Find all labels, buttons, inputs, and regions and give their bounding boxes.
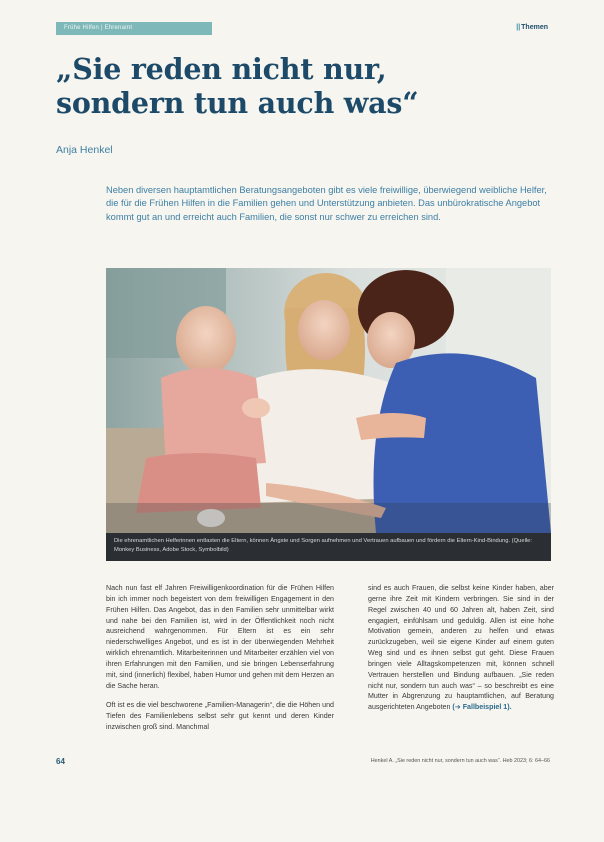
article-photo bbox=[106, 268, 551, 533]
body-paragraph: Oft ist es die viel beschworene „Familien-Managerin“, die die Höhen und Tiefen des Familienlebens selbst sehr gut kennt und deren Kinder inzwischen groß sind. Manchmal bbox=[106, 701, 334, 732]
breadcrumb: Frühe Hilfen | Ehrenamt bbox=[56, 22, 212, 35]
page-number: 64 bbox=[56, 757, 65, 766]
article-lead: Neben diversen hauptamtlichen Beratungsangeboten gibt es viele freiwillige, überwiegend weibliche Helfer, die für die Frühen Hilfen in die Familien gehen und Unterstützung anbieten. Das unbürokratische Angebot kommt gut an und erreicht auch Familien, die sonst nur schwer zu erreichen sind. bbox=[106, 185, 547, 222]
article-title bbox=[56, 52, 556, 120]
section-marker-icon: || bbox=[516, 24, 521, 31]
author-name: Anja Henkel bbox=[56, 144, 113, 156]
section-label bbox=[516, 24, 548, 31]
body-column-left bbox=[106, 583, 334, 733]
body-text: sind es auch Frauen, die selbst keine Kinder haben, aber gerne ihre Zeit mit Kindern verbringen. Sie sind in der Regel zwischen 40 und 60 Jahren alt, haben Zeit, sind engagiert, einfühlsam und geduldig. Allen ist eine hohe Motivation gemein, anderen zu helfen und etwas zurückzugeben, weil sie eigene Kinder auf einem guten Weg sind und es ihnen selbst gut geht. Diese Frauen bringen viele Alltagskompetenzen mit, können schnell Vertrauen herstellen und Bindung aufbauen. „Sie reden nicht nur, sondern tun auch was“ – so beschreibt es eine Mutter in Abgrenzung zu hauptamtlichen, auf Beratung ausgerichteten Angeboten bbox=[368, 584, 554, 712]
photo-illustration bbox=[106, 268, 551, 533]
section-label-text: Themen bbox=[521, 24, 548, 31]
body-paragraph: Nach nun fast elf Jahren Freiwilligenkoordination für die Frühen Hilfen bin ich immer noch begeistert von dem freiwilligen Engagement in den Frühen Hilfen. Das Angebot, das in den Familien sehr unmittelbar wirkt und nahe bei den Familien ist, wird in der Öffentlichkeit noch nicht ausreichend wahrgenommen. Für Eltern ist es ein sehr niederschwelliges Angebot, und es ist in der überwiegenden Mehrheit wirklich ehrenamtlich. Mitarbeiterinnen und Mitarbeiter erzählen viel von ihren Erfahrungen mit den Familien, und sie bringen Lebenserfahrung mit, sind (innerlich) flexibel, haben Humor und gehen mit dem Herzen an die Sache heran. bbox=[106, 584, 334, 690]
body-column-right bbox=[368, 583, 554, 713]
case-reference-link[interactable]: (➔ Fallbeispiel 1). bbox=[452, 703, 512, 712]
photo-caption: Die ehrenamtlichen Helferinnen entlasten die Eltern, können Ängste und Sorgen aufnehmen und Vertrauen aufbauen und fördern die Eltern-Kind-Bindung. (Quelle: Monkey Business, Adobe Stock, Symbolbild) bbox=[106, 533, 551, 561]
title-line-2: sondern tun auch was“ bbox=[56, 86, 419, 120]
title-line-1: „Sie reden nicht nur, bbox=[56, 52, 387, 86]
body-paragraph bbox=[368, 583, 554, 713]
footer-citation: Henkel A. „Sie reden nicht nur, sondern tun auch was“. Heb 2023; 6: 64–66 bbox=[370, 758, 550, 764]
